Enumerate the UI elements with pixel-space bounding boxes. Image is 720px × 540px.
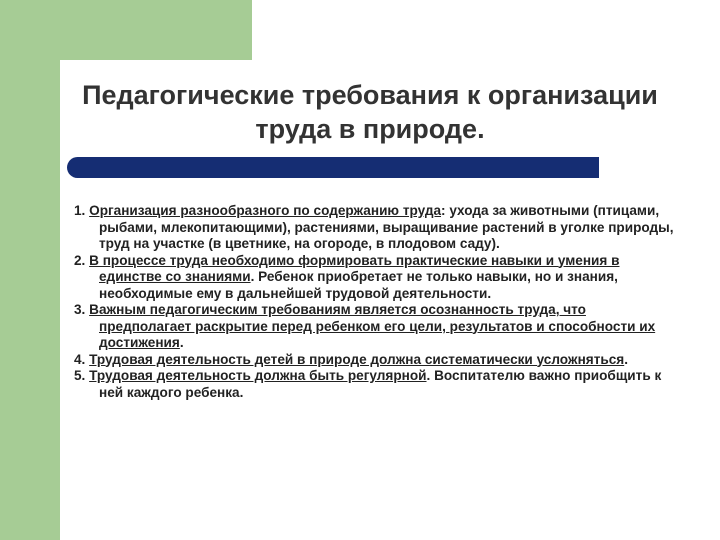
green-top-decoration [0, 0, 252, 60]
item-text: . Ребенок приобретает не только навыки, но и знания, необходимые ему в дальнейшей трудовой деятельности. [99, 269, 618, 301]
item-text: . [624, 351, 628, 367]
item-number: 2. [74, 252, 90, 268]
list-item [74, 302, 674, 352]
item-emphasis: Организация разнообразного по содержанию труда [89, 203, 442, 218]
item-text: . Воспитателю важно приобщить к ней каждого ребенка. [99, 368, 662, 400]
list-item [74, 352, 674, 369]
item-emphasis: Важным педагогическим требованиям является осознанность труда, что предполагает раскрытие перед ребенком его цели, результатов и способности их достижения [89, 302, 656, 350]
item-emphasis: В процессе труда необходимо формировать практические навыки и умения в единстве со знаниями [89, 252, 620, 284]
list-item [74, 203, 674, 253]
slide-content [74, 203, 674, 401]
list-item [74, 253, 674, 303]
item-text: . [179, 335, 184, 350]
item-number: 1. [74, 203, 90, 218]
item-emphasis: Трудовая деятельность должна быть регулярной [89, 368, 427, 383]
item-text: : ухода за животными (птицами, рыбами, млекопитающими), растениями, выращивание растений в уголке природы, труд на участке (в цветнике, на огороде, в плодовом саду). [99, 203, 674, 251]
item-number: 3. [74, 302, 90, 317]
item-number: 5. [74, 368, 90, 383]
title-underline-bar [67, 157, 599, 178]
item-emphasis: Трудовая деятельность детей в природе должна систематически усложняться [89, 351, 625, 367]
list-item [74, 368, 674, 401]
slide-title: Педагогические требования к организации труда в природе. [82, 80, 658, 144]
item-number: 4. [74, 351, 90, 367]
green-side-decoration [0, 0, 60, 540]
